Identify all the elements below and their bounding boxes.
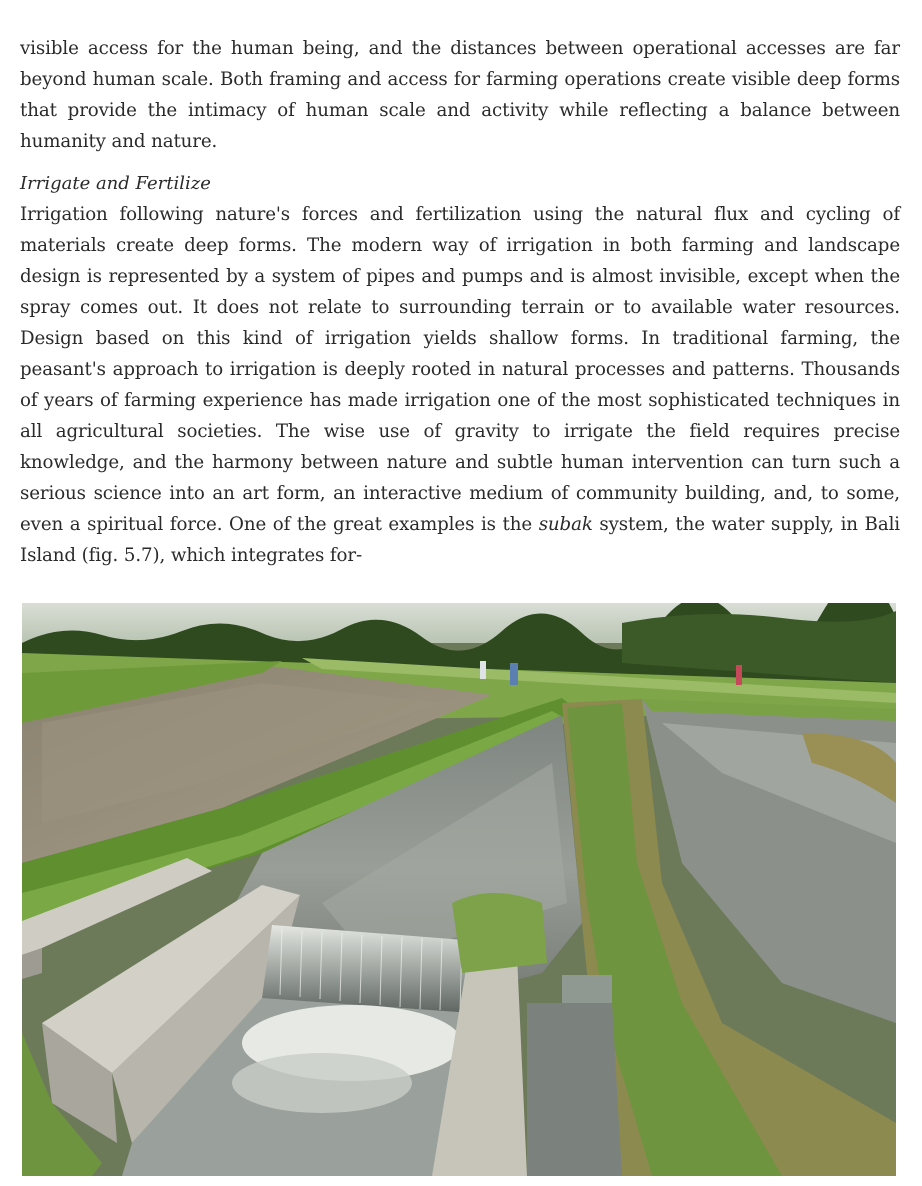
paragraph-irrigation <box>20 199 900 571</box>
paragraph-text-end: system, the water supply, in Bali Island (fig. 5.7), which integrates for- <box>20 514 900 566</box>
secondary-fall <box>562 975 612 1003</box>
paragraph-intro: visible access for the human being, and the distances between operational accesses are far beyond human scale. Both framing and access for farming operations create visible deep forms that provide the intimacy of human scale and activity while reflecting a balance between humanity and nature. <box>20 38 900 152</box>
rice-terrace-illustration <box>22 603 896 1176</box>
subak-term: subak <box>538 514 593 535</box>
irrigation-photo <box>22 603 896 1176</box>
paragraph-text-start: Irrigation following nature's forces and fertilization using the natural flux and cycling of materials create deep forms. The modern way of irrigation in both farming and landscape design is represented by a system of pipes and pumps and is almost invisible, except when the spray comes out. It does not relate to surrounding terrain or to available water resources. Design based on this kind of irrigation yields shallow forms. In traditional farming, the peasant's approach to irrigation is deeply rooted in natural processes and patterns. Thousands of years of farming experience has made irrigation one of the most sophisticated techniques in all agricultural societies. The wise use of gravity to irrigate the field requires precise knowledge, and the harmony between nature and subtle human intervention can turn such a serious science into an art form, an interactive medium of community building, and, to some, even a spiritual force. One of the great examples is the <box>20 204 900 535</box>
section-heading: Irrigate and Fertilize <box>20 173 211 194</box>
